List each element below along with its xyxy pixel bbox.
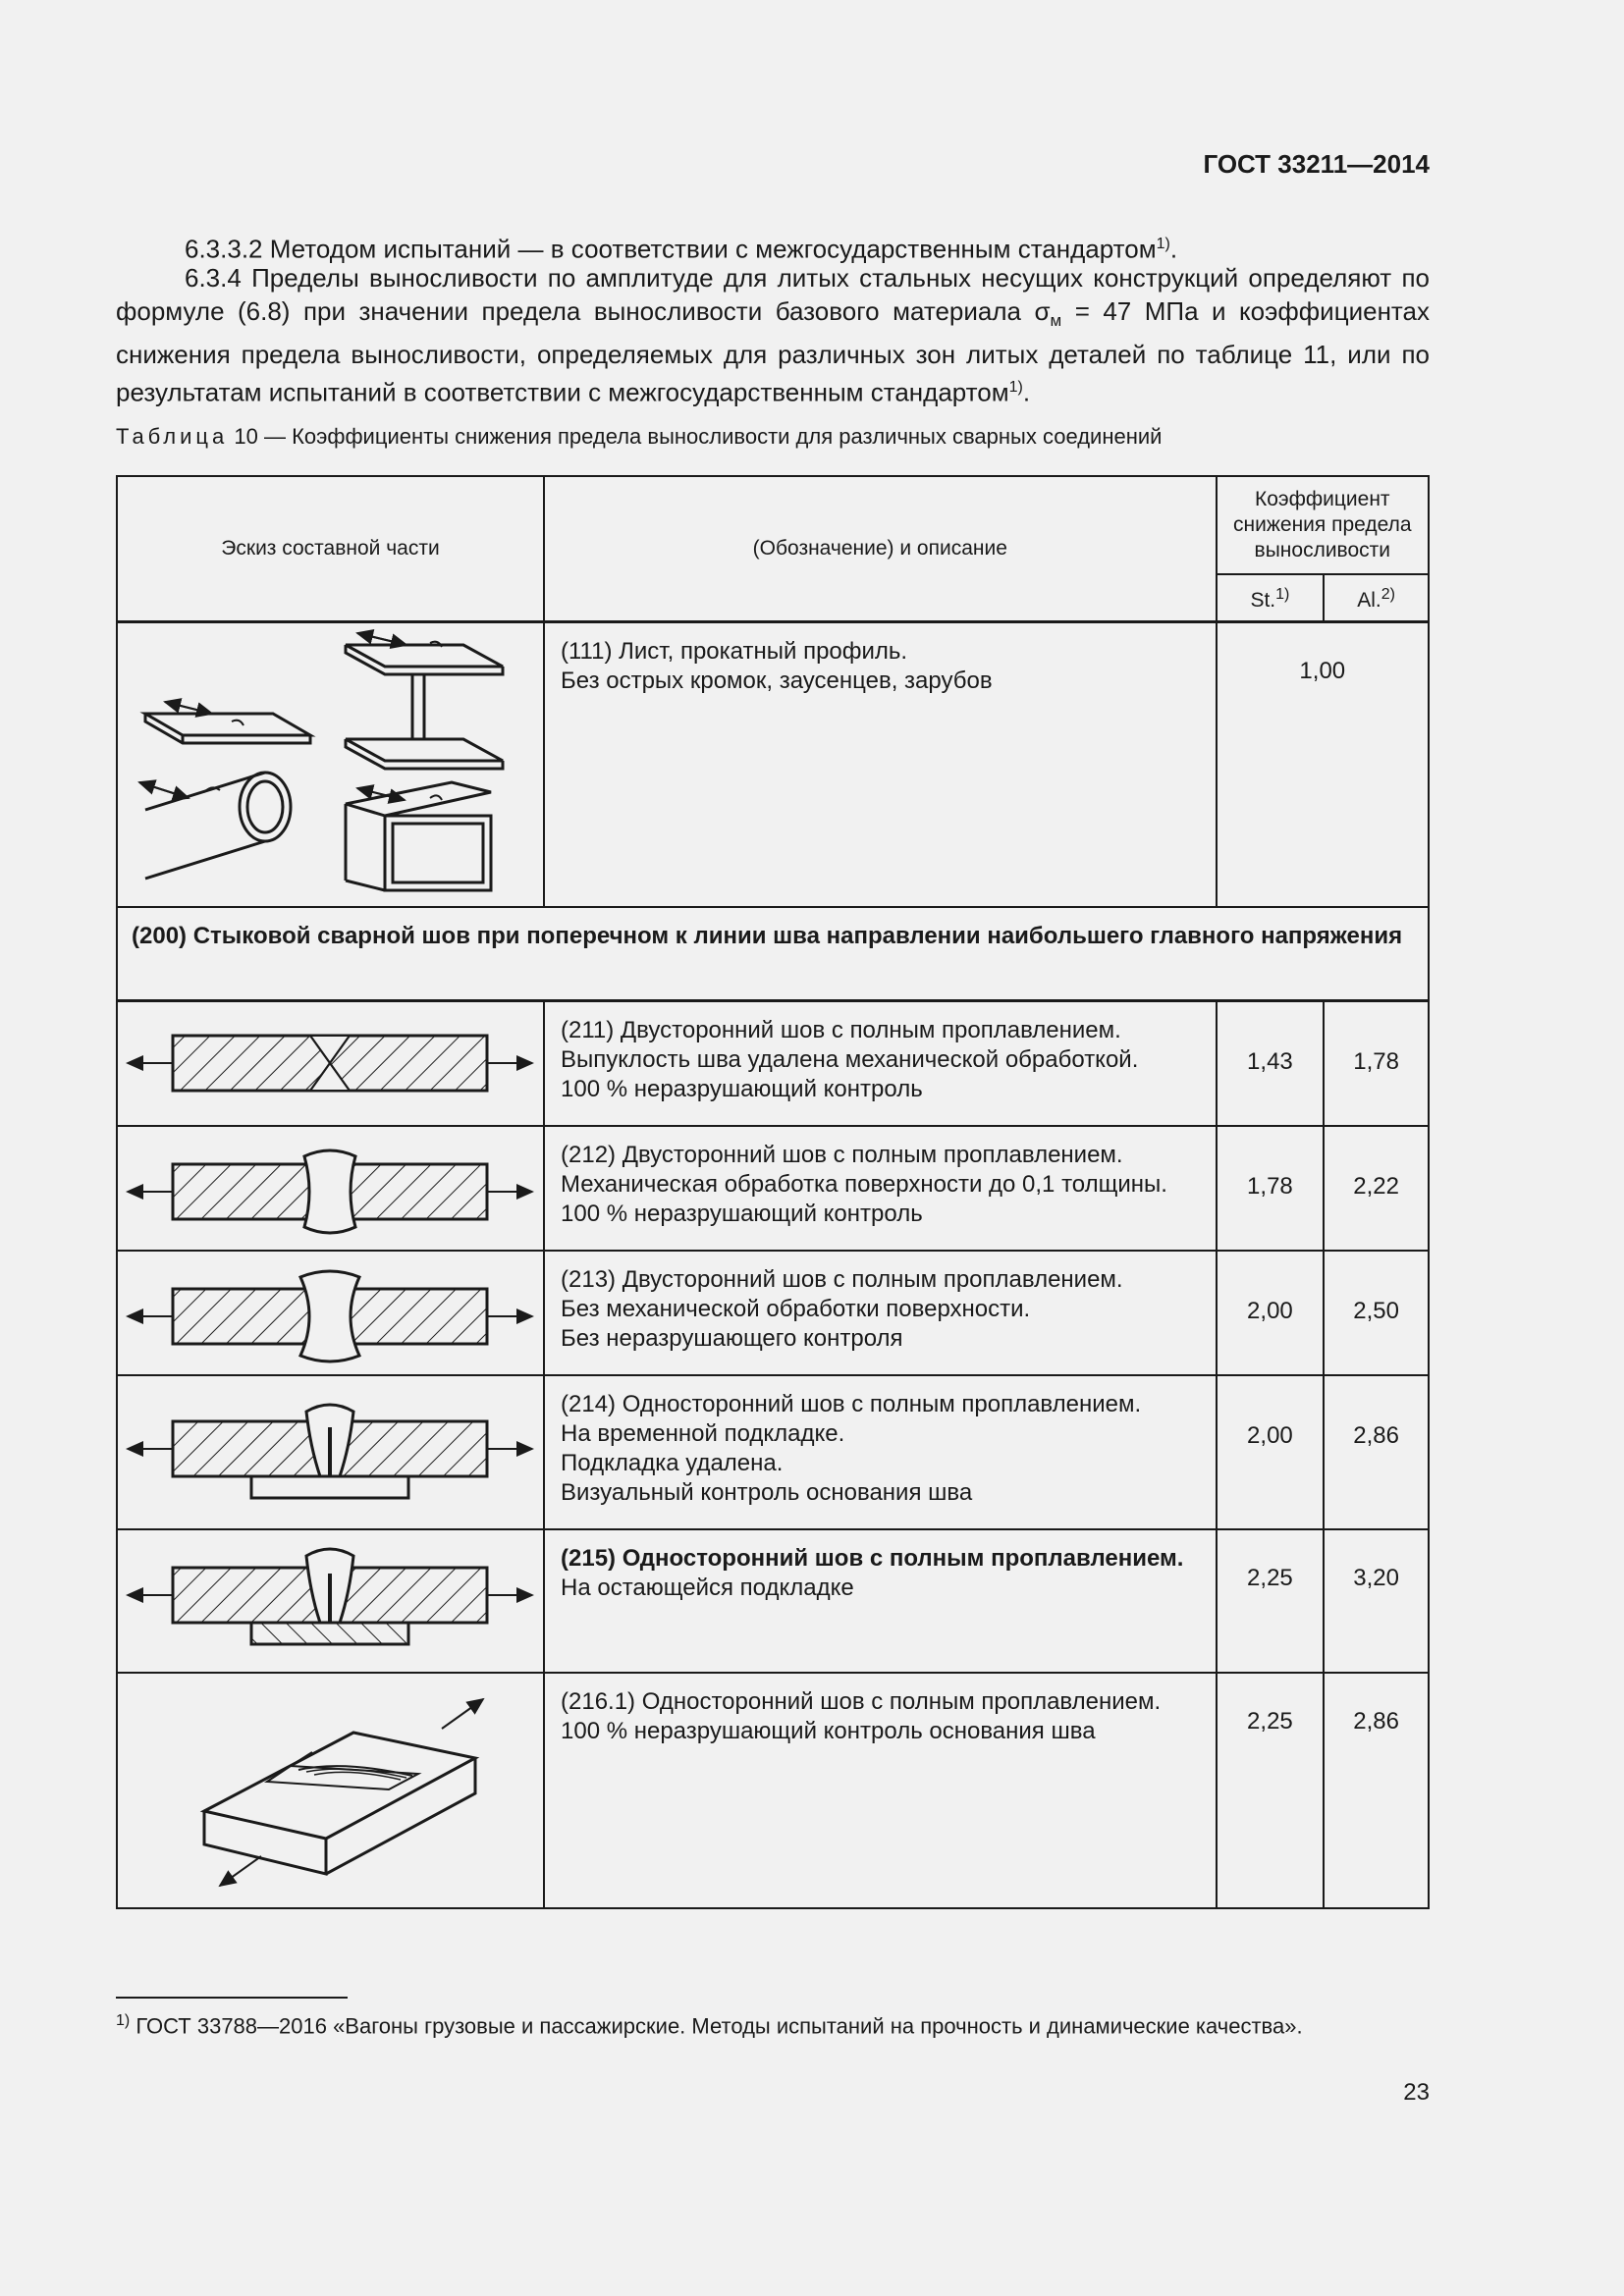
sketch-216-1 — [117, 1673, 544, 1908]
row-213-description: (213) Двусторонний шов с полным проплавлением. Без механической обработки поверхности. Без неразрушающего контроля — [544, 1251, 1217, 1375]
row-212-description: (212) Двусторонний шов с полным проплавлением. Механическая обработка поверхности до 0,1 толщины. 100 % неразрушающий контроль — [544, 1126, 1217, 1251]
butt-weld-213-icon — [118, 1252, 543, 1374]
header-al: Al.$^{2)}$ — [1324, 574, 1429, 621]
paragraph-6-3-4: 6.3.4 Пределы выносливости по амплитуде для литых стальных несущих конструкций определяют по формуле (6.8) при значении предела выносливости базового материала $\sigma_м = 47$ МПа и коэффициентах снижения предела выносливости, определяемых для различных зон литых деталей по таблице 11, или по результатам испытаний в соответствии с межгосударственным стандартом$^{1)}$. — [116, 263, 1431, 407]
row-215-al: 3,20 — [1324, 1529, 1429, 1673]
header-coefficient: Коэффициент снижения предела выносливости — [1217, 476, 1429, 574]
paragraph-6-3-3-2: 6.3.3.2 Методом испытаний — в соответствии с межгосударственным стандартом$^{1)}$. — [185, 234, 1178, 264]
butt-weld-214-icon — [118, 1376, 543, 1528]
profiles-sketch-icon — [118, 623, 543, 906]
sketch-211 — [117, 1001, 544, 1127]
document-code: ГОСТ 33211—2014 — [1203, 149, 1430, 179]
row-215-description: (215) Односторонний шов с полным проплавлением. На остающейся подкладке — [544, 1529, 1217, 1673]
row-211-al: 1,78 — [1324, 1001, 1429, 1127]
row-212-al: 2,22 — [1324, 1126, 1429, 1251]
row-214-st: 2,00 — [1217, 1375, 1325, 1529]
row-213-al: 2,50 — [1324, 1251, 1429, 1375]
sketch-212 — [117, 1126, 544, 1251]
butt-weld-215-icon — [118, 1530, 543, 1672]
sketch-111 — [117, 621, 544, 907]
row-215-st: 2,25 — [1217, 1529, 1325, 1673]
header-description: (Обозначение) и описание — [544, 476, 1217, 621]
butt-weld-211-icon — [118, 1002, 543, 1125]
row-214-al: 2,86 — [1324, 1375, 1429, 1529]
row-212-st: 1,78 — [1217, 1126, 1325, 1251]
group-200-heading: (200) Стыковой сварной шов при поперечном к линии шва направлении наибольшего главного напряжения — [117, 907, 1429, 1001]
page-number: 23 — [1403, 2079, 1430, 2106]
sketch-215 — [117, 1529, 544, 1673]
sketch-213 — [117, 1251, 544, 1375]
row-216-1-st: 2,25 — [1217, 1673, 1325, 1908]
header-sketch: Эскиз составной части — [117, 476, 544, 621]
footnote-divider — [116, 1997, 348, 1999]
row-111-value: 1,00 — [1217, 621, 1429, 907]
row-213-st: 2,00 — [1217, 1251, 1325, 1375]
row-111-description: (111) Лист, прокатный профиль. Без острых кромок, заусенцев, зарубов — [544, 621, 1217, 907]
butt-weld-212-icon — [118, 1127, 543, 1250]
fatigue-coefficients-table — [116, 475, 1430, 1909]
row-211-st: 1,43 — [1217, 1001, 1325, 1127]
table-caption: Таблица 10 — Коэффициенты снижения предела выносливости для различных сварных соединений — [116, 424, 1163, 449]
row-216-1-description: (216.1) Односторонний шов с полным проплавлением. 100 % неразрушающий контроль основания шва — [544, 1673, 1217, 1908]
header-st: St.$^{1)}$ — [1217, 574, 1325, 621]
sketch-214 — [117, 1375, 544, 1529]
row-216-1-al: 2,86 — [1324, 1673, 1429, 1908]
row-211-description: (211) Двусторонний шов с полным проплавлением. Выпуклость шва удалена механической обработкой. 100 % неразрушающий контроль — [544, 1001, 1217, 1127]
plate-weld-216-icon — [118, 1674, 543, 1907]
row-214-description: (214) Односторонний шов с полным проплавлением. На временной подкладке. Подкладка удалена. Визуальный контроль основания шва — [544, 1375, 1217, 1529]
footnote: $^{1)}$ ГОСТ 33788—2016 «Вагоны грузовые и пассажирские. Методы испытаний на прочность и динамические качества». — [116, 2012, 1303, 2039]
